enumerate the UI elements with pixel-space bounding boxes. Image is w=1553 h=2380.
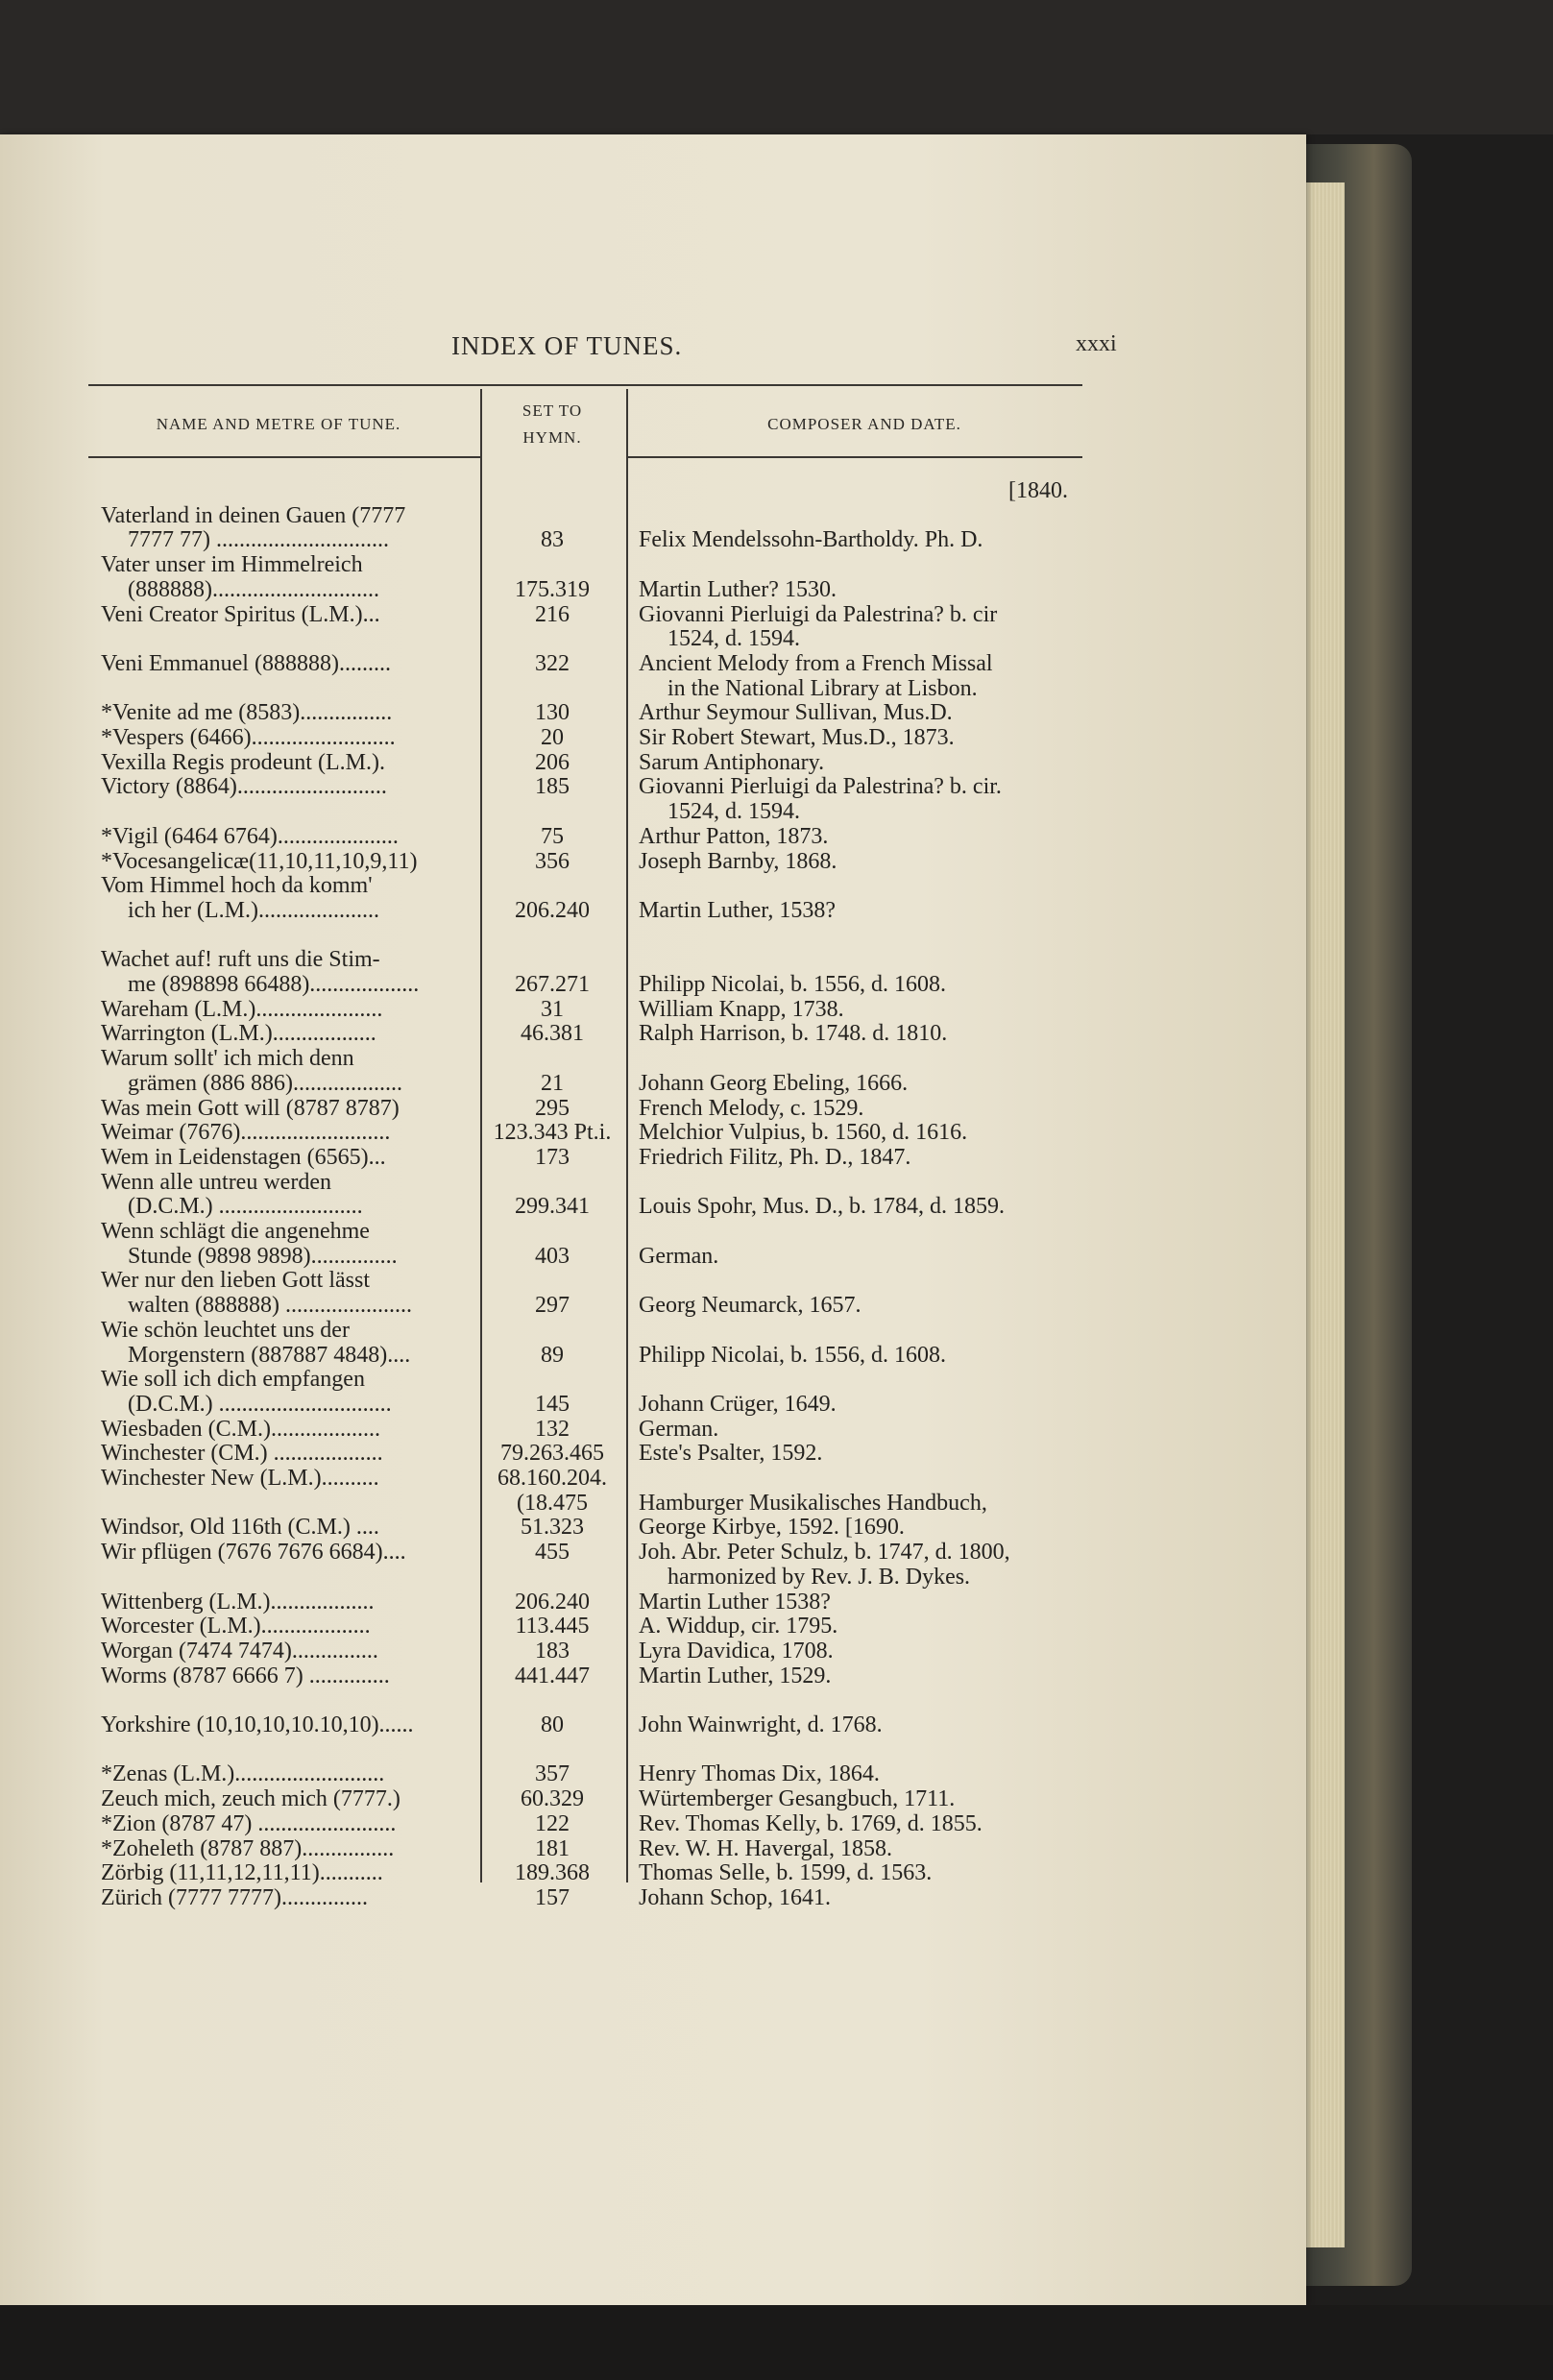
composer-cell: A. Widdup, cir. 1795. [639,1614,838,1639]
hymn-number-cell: 455 [535,1540,570,1566]
tune-name-cell: Stunde (9898 9898)............... [128,1243,398,1269]
tune-name-cell: 7777 77) .............................. [128,527,389,553]
hymn-number-cell: 322 [535,650,570,676]
composer-cell: Sir Robert Stewart, Mus.D., 1873. [639,725,955,750]
hymn-number-cell: 60.329 [521,1786,584,1812]
composer-cell: Henry Thomas Dix, 1864. [639,1761,880,1787]
composer-cell: Ralph Harrison, b. 1748. d. 1810. [639,1021,948,1047]
composer-cell: William Knapp, 1738. [639,996,844,1022]
table-row [0,849,1306,874]
hymn-number-cell: 185 [535,774,570,800]
composer-cell: harmonized by Rev. J. B. Dykes. [667,1564,971,1590]
hymn-number-cell: 441.447 [515,1663,590,1688]
tune-name-cell: Veni Emmanuel (888888)......... [101,650,391,676]
column-header-set-line1: SET TO [522,401,583,420]
table-row [0,1293,1306,1318]
composer-cell: French Melody, c. 1529. [639,1095,864,1121]
table-row [0,1046,1306,1071]
composer-cell: Louis Spohr, Mus. D., b. 1784, d. 1859. [639,1194,1006,1220]
hymn-number-cell: 181 [535,1835,570,1861]
table-row [0,1244,1306,1269]
table-row [0,1219,1306,1244]
table-row [0,700,1306,725]
table-row [0,898,1306,923]
table-row [0,1268,1306,1293]
hymn-number-cell: 145 [535,1391,570,1417]
hymn-number-cell: (18.475 [517,1490,588,1516]
hymn-number-cell: 83 [541,527,564,553]
tune-name-cell: Yorkshire (10,10,10,10.10,10)...... [101,1712,414,1737]
table-row [0,1441,1306,1466]
hymn-number-cell: 206.240 [515,897,590,923]
hymn-number-cell: 122 [535,1810,570,1836]
hymn-number-cell: 206 [535,749,570,775]
composer-cell: Felix Mendelssohn-Bartholdy. Ph. D. [639,527,983,553]
table-row [0,1639,1306,1664]
table-row [0,1540,1306,1565]
composer-cell: Johann Crüger, 1649. [639,1391,837,1417]
table-row [0,1614,1306,1639]
hymn-number-cell: 183 [535,1638,570,1664]
composer-cell: in the National Library at Lisbon. [667,675,978,701]
tune-name-cell: Windsor, Old 116th (C.M.) .... [101,1515,379,1541]
composer-cell: Ancient Melody from a French Missal [639,650,993,676]
composer-cell: Joseph Barnby, 1868. [639,848,837,874]
table-row [0,750,1306,775]
table-row [0,676,1306,701]
hymn-number-cell: 21 [541,1070,564,1096]
composer-cell: Philipp Nicolai, b. 1556, d. 1608. [639,1342,946,1368]
tune-name-cell: Vaterland in deinen Gauen (7777 [101,502,406,528]
table-row [0,725,1306,750]
composer-cell: Giovanni Pierluigi da Palestrina? b. cir [639,601,998,627]
tune-name-cell: Winchester New (L.M.).......... [101,1466,379,1491]
composer-cell: Friedrich Filitz, Ph. D., 1847. [639,1144,911,1170]
hymn-number-cell: 46.381 [521,1021,584,1047]
tune-name-cell: (D.C.M.) ......................... [128,1194,363,1220]
composer-cell: Georg Neumarck, 1657. [639,1293,861,1319]
composer-cell: Johann Georg Ebeling, 1666. [639,1070,909,1096]
hymn-number-cell: 189.368 [515,1860,590,1886]
table-row [0,1590,1306,1615]
table-row [0,1417,1306,1442]
composer-cell: Hamburger Musikalisches Handbuch, [639,1490,987,1516]
hymn-number-cell: 216 [535,601,570,627]
column-header-composer: COMPOSER AND DATE. [767,415,961,433]
table-row [0,1145,1306,1170]
composer-cell: Lyra Davidica, 1708. [639,1638,834,1664]
tune-name-cell: *Vigil (6464 6764)..................... [101,823,399,849]
table-row [0,824,1306,849]
tune-name-cell: Worms (8787 6666 7) .............. [101,1663,390,1688]
table-row [0,1367,1306,1392]
hymn-number-cell: 206.240 [515,1589,590,1615]
hymn-number-cell: 403 [535,1243,570,1269]
composer-cell: Philipp Nicolai, b. 1556, d. 1608. [639,972,946,997]
tune-name-cell: *Zion (8787 47) ........................ [101,1810,397,1836]
composer-cell: Thomas Selle, b. 1599, d. 1563. [639,1860,933,1886]
composer-cell: German. [639,1243,719,1269]
tune-name-cell: ich her (L.M.)..................... [128,897,379,923]
tune-name-cell: Weimar (7676).......................... [101,1120,391,1146]
tune-name-cell: Worcester (L.M.)................... [101,1614,371,1639]
composer-cell: Este's Psalter, 1592. [639,1441,823,1467]
tune-name-cell: Zürich (7777 7777)............... [101,1884,368,1910]
table-row [0,1664,1306,1688]
tune-name-cell: Was mein Gott will (8787 8787) [101,1095,400,1121]
tune-name-cell: Warum sollt' ich mich denn [101,1046,354,1072]
table-row [0,947,1306,972]
table-row [0,1836,1306,1861]
composer-cell: Martin Luther 1538? [639,1589,831,1615]
tune-name-cell: *Vespers (6466)......................... [101,725,396,750]
table-row [0,1392,1306,1417]
hymn-number-cell: 175.319 [515,576,590,602]
table-row [0,972,1306,997]
header-rule [88,384,1082,386]
table-row [0,997,1306,1022]
tune-name-cell: *Vocesangelicæ(11,10,11,10,9,11) [101,848,418,874]
table-row [0,552,1306,577]
table-row [0,577,1306,602]
hymn-number-cell: 79.263.465 [500,1441,604,1467]
table-row [0,1194,1306,1219]
composer-cell: George Kirbye, 1592. [1690. [639,1515,905,1541]
hymn-number-cell: 130 [535,700,570,726]
tune-name-cell: me (898898 66488)................... [128,972,420,997]
table-row [0,1761,1306,1786]
tune-name-cell: Zeuch mich, zeuch mich (7777.) [101,1786,400,1812]
table-row [0,1565,1306,1590]
table-row [0,1021,1306,1046]
scan-background-bottom [0,2305,1553,2380]
composer-cell: 1524, d. 1594. [667,626,800,652]
table-row [0,873,1306,898]
tune-name-cell: Vom Himmel hoch da komm' [101,873,373,899]
table-row [0,651,1306,676]
tune-name-cell: Wareham (L.M.)...................... [101,996,383,1022]
table-row [0,1343,1306,1368]
hymn-number-cell: 51.323 [521,1515,584,1541]
column-header-set-line2: HYMN. [522,428,582,447]
table-row [0,1786,1306,1811]
composer-cell: Martin Luther, 1529. [639,1663,832,1688]
tune-name-cell: grämen (886 886)................... [128,1070,402,1096]
hymn-number-cell: 68.160.204. [497,1466,607,1491]
tune-name-cell: Wer nur den lieben Gott lässt [101,1268,370,1294]
tune-name-cell: Worgan (7474 7474)............... [101,1638,378,1664]
page-title: INDEX OF TUNES. [451,331,683,360]
composer-cell: Rev. W. H. Havergal, 1858. [639,1835,892,1861]
table-row [0,923,1306,948]
table-row [0,1712,1306,1737]
hymn-number-cell: 357 [535,1761,570,1787]
table-row [0,1466,1306,1491]
tune-name-cell: walten (888888) ...................... [128,1293,412,1319]
hymn-number-cell: 89 [541,1342,564,1368]
hymn-number-cell: 20 [541,725,564,750]
table-row [0,626,1306,651]
table-row [0,1491,1306,1516]
tune-name-cell: Zörbig (11,11,12,11,11)........... [101,1860,383,1886]
table-row [0,774,1306,799]
table-row [0,799,1306,824]
tune-name-cell: Wie schön leuchtet uns der [101,1317,350,1343]
tune-name-cell: Vexilla Regis prodeunt (L.M.). [101,749,385,775]
composer-cell: Würtemberger Gesangbuch, 1711. [639,1786,956,1812]
hymn-number-cell: 267.271 [515,972,590,997]
table-row [0,478,1306,503]
table-row [0,1170,1306,1195]
hymn-number-cell: 297 [535,1293,570,1319]
tune-name-cell: *Zenas (L.M.).......................... [101,1761,385,1787]
hymn-number-cell: 123.343 Pt.i. [493,1120,612,1146]
composer-cell: Rev. Thomas Kelly, b. 1769, d. 1855. [639,1810,983,1836]
table-row [0,1860,1306,1885]
composer-cell: Arthur Patton, 1873. [639,823,829,849]
tune-name-cell: Veni Creator Spiritus (L.M.)... [101,601,380,627]
table-row [0,1737,1306,1762]
hymn-number-cell: 295 [535,1095,570,1121]
tune-name-cell: Victory (8864).......................... [101,774,387,800]
tune-name-cell: (888888)............................. [128,576,379,602]
table-row [0,1318,1306,1343]
composer-cell: Arthur Seymour Sullivan, Mus.D. [639,700,953,726]
composer-cell: Johann Schop, 1641. [639,1884,831,1910]
hymn-number-cell: 157 [535,1884,570,1910]
tune-name-cell: Wenn alle untreu werden [101,1169,331,1195]
tune-name-cell: Wittenberg (L.M.).................. [101,1589,375,1615]
table-row [0,1811,1306,1836]
composer-cell: Martin Luther, 1538? [639,897,836,923]
composer-cell: 1524, d. 1594. [667,799,800,825]
tune-name-cell: Vater unser im Himmelreich [101,552,363,578]
tune-name-cell: Wem in Leidenstagen (6565)... [101,1144,386,1170]
tune-name-cell: Wie soll ich dich empfangen [101,1367,365,1393]
table-row [0,1515,1306,1540]
composer-cell: Giovanni Pierluigi da Palestrina? b. cir. [639,774,1002,800]
table-row [0,1885,1306,1910]
table-row [0,503,1306,528]
page-number: xxxi [1076,331,1117,356]
table-row [0,1120,1306,1145]
header-underline-right [626,456,1082,458]
composer-cell: Joh. Abr. Peter Schulz, b. 1747, d. 1800, [639,1540,1010,1566]
tune-name-cell: Wachet auf! ruft uns die Stim- [101,947,380,973]
hymn-number-cell: 356 [535,848,570,874]
hymn-number-cell: 113.445 [515,1614,590,1639]
composer-cell: Sarum Antiphonary. [639,749,825,775]
column-header-name: NAME AND METRE OF TUNE. [156,415,401,433]
composer-cell: [1840. [1008,478,1068,503]
composer-cell: Melchior Vulpius, b. 1560, d. 1616. [639,1120,968,1146]
tune-name-cell: Morgenstern (887887 4848).... [128,1342,411,1368]
composer-cell: John Wainwright, d. 1768. [639,1712,883,1737]
table-row [0,527,1306,552]
tune-name-cell: Winchester (CM.) ................... [101,1441,383,1467]
tune-name-cell: *Zoheleth (8787 887)................ [101,1835,395,1861]
hymn-number-cell: 132 [535,1416,570,1442]
hymn-number-cell: 31 [541,996,564,1022]
tune-name-cell: Warrington (L.M.).................. [101,1021,376,1047]
composer-cell: Martin Luther? 1530. [639,576,837,602]
hymn-number-cell: 75 [541,823,564,849]
table-row [0,1688,1306,1712]
table-row [0,1071,1306,1096]
table-row [0,602,1306,627]
tune-name-cell: (D.C.M.) .............................. [128,1391,392,1417]
table-row [0,1096,1306,1121]
scan-background [0,0,1553,134]
tune-name-cell: Wenn schlägt die angenehme [101,1219,370,1244]
tune-name-cell: Wir pflügen (7676 7676 6684).... [101,1540,406,1566]
tune-name-cell: Wiesbaden (C.M.)................... [101,1416,380,1442]
tune-name-cell: *Venite ad me (8583)................ [101,700,393,726]
hymn-number-cell: 80 [541,1712,564,1737]
header-underline-left [88,456,480,458]
hymn-number-cell: 299.341 [515,1194,590,1220]
hymn-number-cell: 173 [535,1144,570,1170]
composer-cell: German. [639,1416,719,1442]
